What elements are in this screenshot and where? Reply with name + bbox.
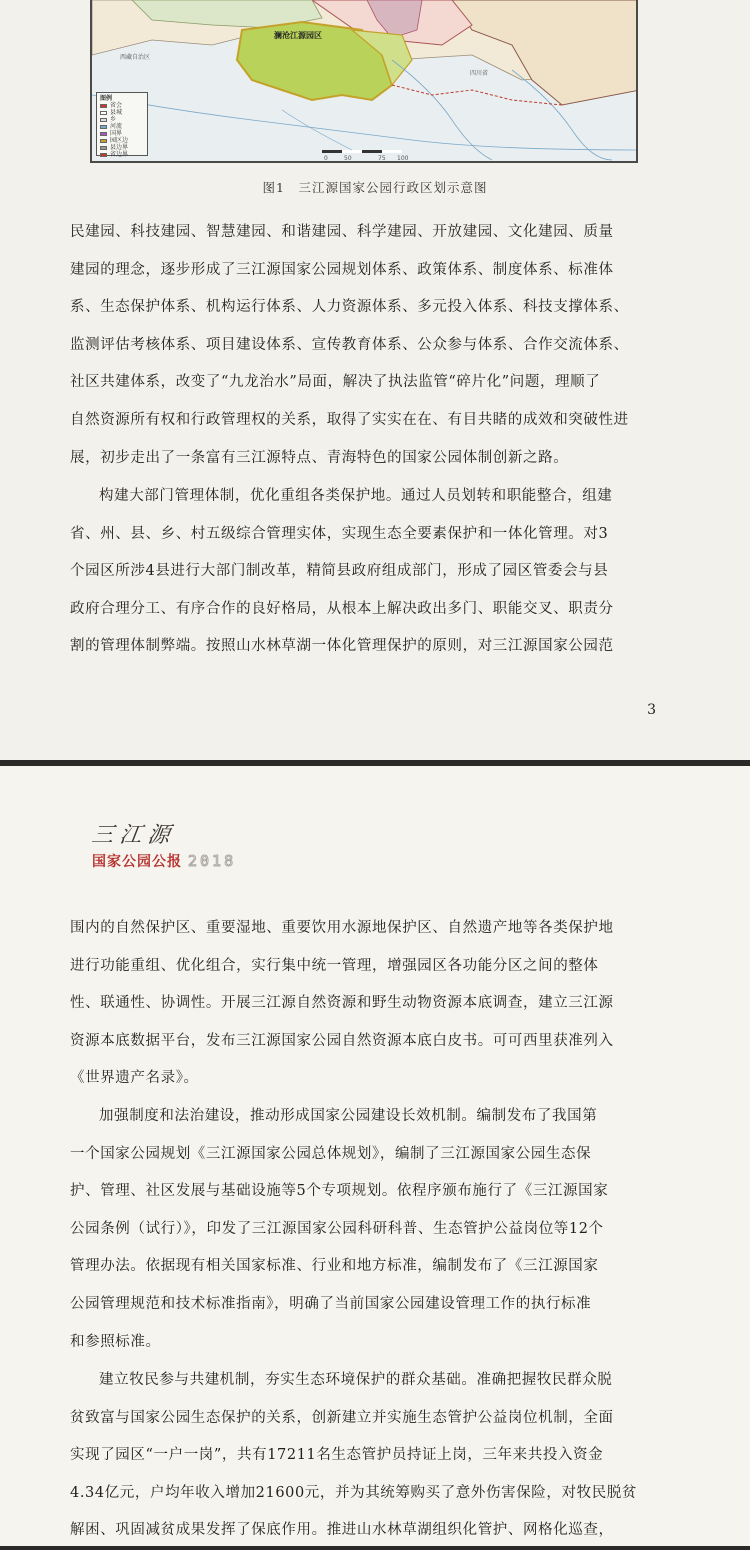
legend-item	[100, 144, 144, 151]
paragraph	[70, 478, 690, 666]
paragraph	[70, 1098, 690, 1361]
legend-item-label: 乡	[110, 116, 117, 123]
text-line: 和参照标准。	[70, 1333, 161, 1350]
text-line: 自然资源所有权和行政管理权的关系，取得了实实在在、有目共睹的成效和突破性进	[70, 411, 629, 428]
national-border-icon	[100, 132, 107, 136]
text-line: 割的管理体制弊端。按照山水林草湖一体化管理保护的原则，对三江源国家公园范	[70, 638, 614, 655]
page-number: 3	[647, 702, 656, 718]
legend-item-label: 国界	[110, 130, 123, 137]
legend-item-label: 河流	[110, 123, 123, 130]
paragraph	[70, 910, 690, 1098]
park-area-label: 澜沧江源园区	[274, 31, 322, 40]
text-line: 护、管理、社区发展与基础设施等5个专项规划。依程序颁布施行了《三江源国家	[70, 1183, 609, 1200]
province-border-icon	[100, 153, 107, 157]
text-line: 性、联通性、协调性。开展三江源自然资源和野生动物资源本底调查，建立三江源	[70, 995, 614, 1012]
text-line: 民建园、科技建园、智慧建园、和谐建园、科学建园、开放建园、文化建园、质量	[70, 224, 614, 240]
text-line: 进行功能重组、优化组合，实行集中统一管理，增强园区各功能分区之间的整体	[70, 957, 599, 974]
legend-title: 图例	[100, 95, 113, 102]
legend-item	[100, 151, 144, 158]
legend-item-label: 省边界	[110, 151, 129, 158]
text-line: 贫致富与国家公园生态保护的关系，创新建立并实施生态管护公益岗位机制，全面	[70, 1409, 614, 1426]
legend-item-label: 园区边	[110, 137, 129, 144]
text-line: 资源本底数据平台，发布三江源国家公园自然资源本底白皮书。可可西里获准列入	[70, 1032, 614, 1049]
county-marker-icon	[100, 111, 107, 115]
text-line: 系、生态保护体系、机构运行体系、人力资源体系、多元投入体系、科技支撑体系、	[70, 299, 629, 316]
text-line: 4.34亿元，户均年收入增加21600元，并为其统筹购买了意外伤害保险，对牧民脱贫	[70, 1484, 638, 1501]
text-line: 管理办法。依据现有相关国家标准、行业和地方标准，编制发布了《三江源国家	[70, 1258, 599, 1275]
legend-item	[100, 137, 144, 144]
text-line: 监测评估考核体系、项目建设体系、宣传教育体系、公众参与体系、合作交流体系、	[70, 336, 629, 353]
scale-label: 50	[344, 155, 352, 162]
text-line: 加强制度和法治建设，推动形成国家公园建设长效机制。编制发布了我国第	[99, 1108, 598, 1124]
text-line: 公园条例（试行）》，印发了三江源国家公园科研科普、生态管护公益岗位等12个	[70, 1220, 604, 1237]
legend-item	[100, 109, 144, 116]
capital-marker-icon	[100, 104, 107, 108]
legend-item	[100, 123, 144, 130]
text-line: 公园管理规范和技术标准指南》，明确了当前国家公园建设管理工作的执行标准	[70, 1295, 592, 1312]
text-line: 建园的理念，逐步形成了三江源国家公园规划体系、政策体系、制度体系、标准体	[70, 261, 614, 278]
text-line: 展，初步走出了一条富有三江源特点、青海特色的国家公园体制创新之路。	[70, 449, 569, 466]
text-line: 实现了园区“一户一岗”，共有17211名生态管护员持证上岗，三年来共投入资金	[70, 1447, 604, 1464]
park-map-figure	[90, 0, 638, 163]
legend-item	[100, 116, 144, 123]
text-line: 政府合理分工、有序合作的良好格局，从根本上解决政出多门、职能交叉、职责分	[70, 600, 614, 617]
report-header	[89, 818, 237, 871]
text-line: 《世界遗产名录》。	[70, 1070, 199, 1087]
text-line: 社区共建体系，改变了“九龙治水”局面，解决了执法监管“碎片化”问题，理顺了	[70, 374, 601, 391]
legend-item-label: 省会	[110, 102, 123, 109]
text-line: 构建大部门管理体制，优化重组各类保护地。通过人员划转和职能整合，组建	[99, 488, 613, 504]
text-line: 一个国家公园规划《三江源国家公园总体规划》，编制了三江源国家公园生态保	[70, 1145, 592, 1162]
paragraph	[70, 214, 690, 477]
river-icon	[100, 125, 107, 129]
park-border-icon	[100, 139, 107, 143]
map-graphic	[92, 0, 638, 163]
document-page-4	[0, 766, 750, 1546]
scale-label: 100	[397, 155, 409, 162]
legend-item	[100, 102, 144, 109]
text-line: 解困、巩固减贫成果发挥了保底作用。推进山水林草湖组织化管护、网格化巡查，	[70, 1522, 614, 1539]
scale-label: 75	[378, 155, 386, 162]
map-region-label: 四川省	[470, 70, 489, 77]
report-subtitle-row	[92, 851, 236, 871]
document-page-3	[0, 0, 750, 760]
map-region-label: 西藏自治区	[120, 54, 151, 61]
figure-caption: 图1 三江源国家公园行政区划示意图	[262, 180, 488, 195]
report-subtitle: 国家公园公报	[92, 854, 182, 870]
paragraph	[70, 1362, 690, 1550]
legend-item-label: 县边界	[110, 144, 129, 151]
legend-item-label: 县城	[110, 109, 123, 116]
text-line: 省、州、县、乡、村五级综合管理实体，实现生态全要素保护和一体化管理。对3	[70, 525, 609, 542]
legend-item	[100, 130, 144, 137]
report-script-title: 三江源	[89, 823, 178, 848]
text-line: 围内的自然保护区、重要湿地、重要饮用水源地保护区、自然遗产地等各类保护地	[70, 920, 614, 936]
county-border-icon	[100, 146, 107, 150]
map-legend	[96, 92, 148, 156]
text-line: 建立牧民参与共建机制，夯实生态环境保护的群众基础。准确把握牧民群众脱	[99, 1372, 613, 1388]
scale-label: 0	[324, 155, 328, 162]
town-marker-icon	[100, 118, 107, 122]
text-line: 个园区所涉4县进行大部门制改革，精简县政府组成部门，形成了园区管委会与县	[70, 563, 609, 580]
report-year: 2018	[188, 852, 237, 870]
